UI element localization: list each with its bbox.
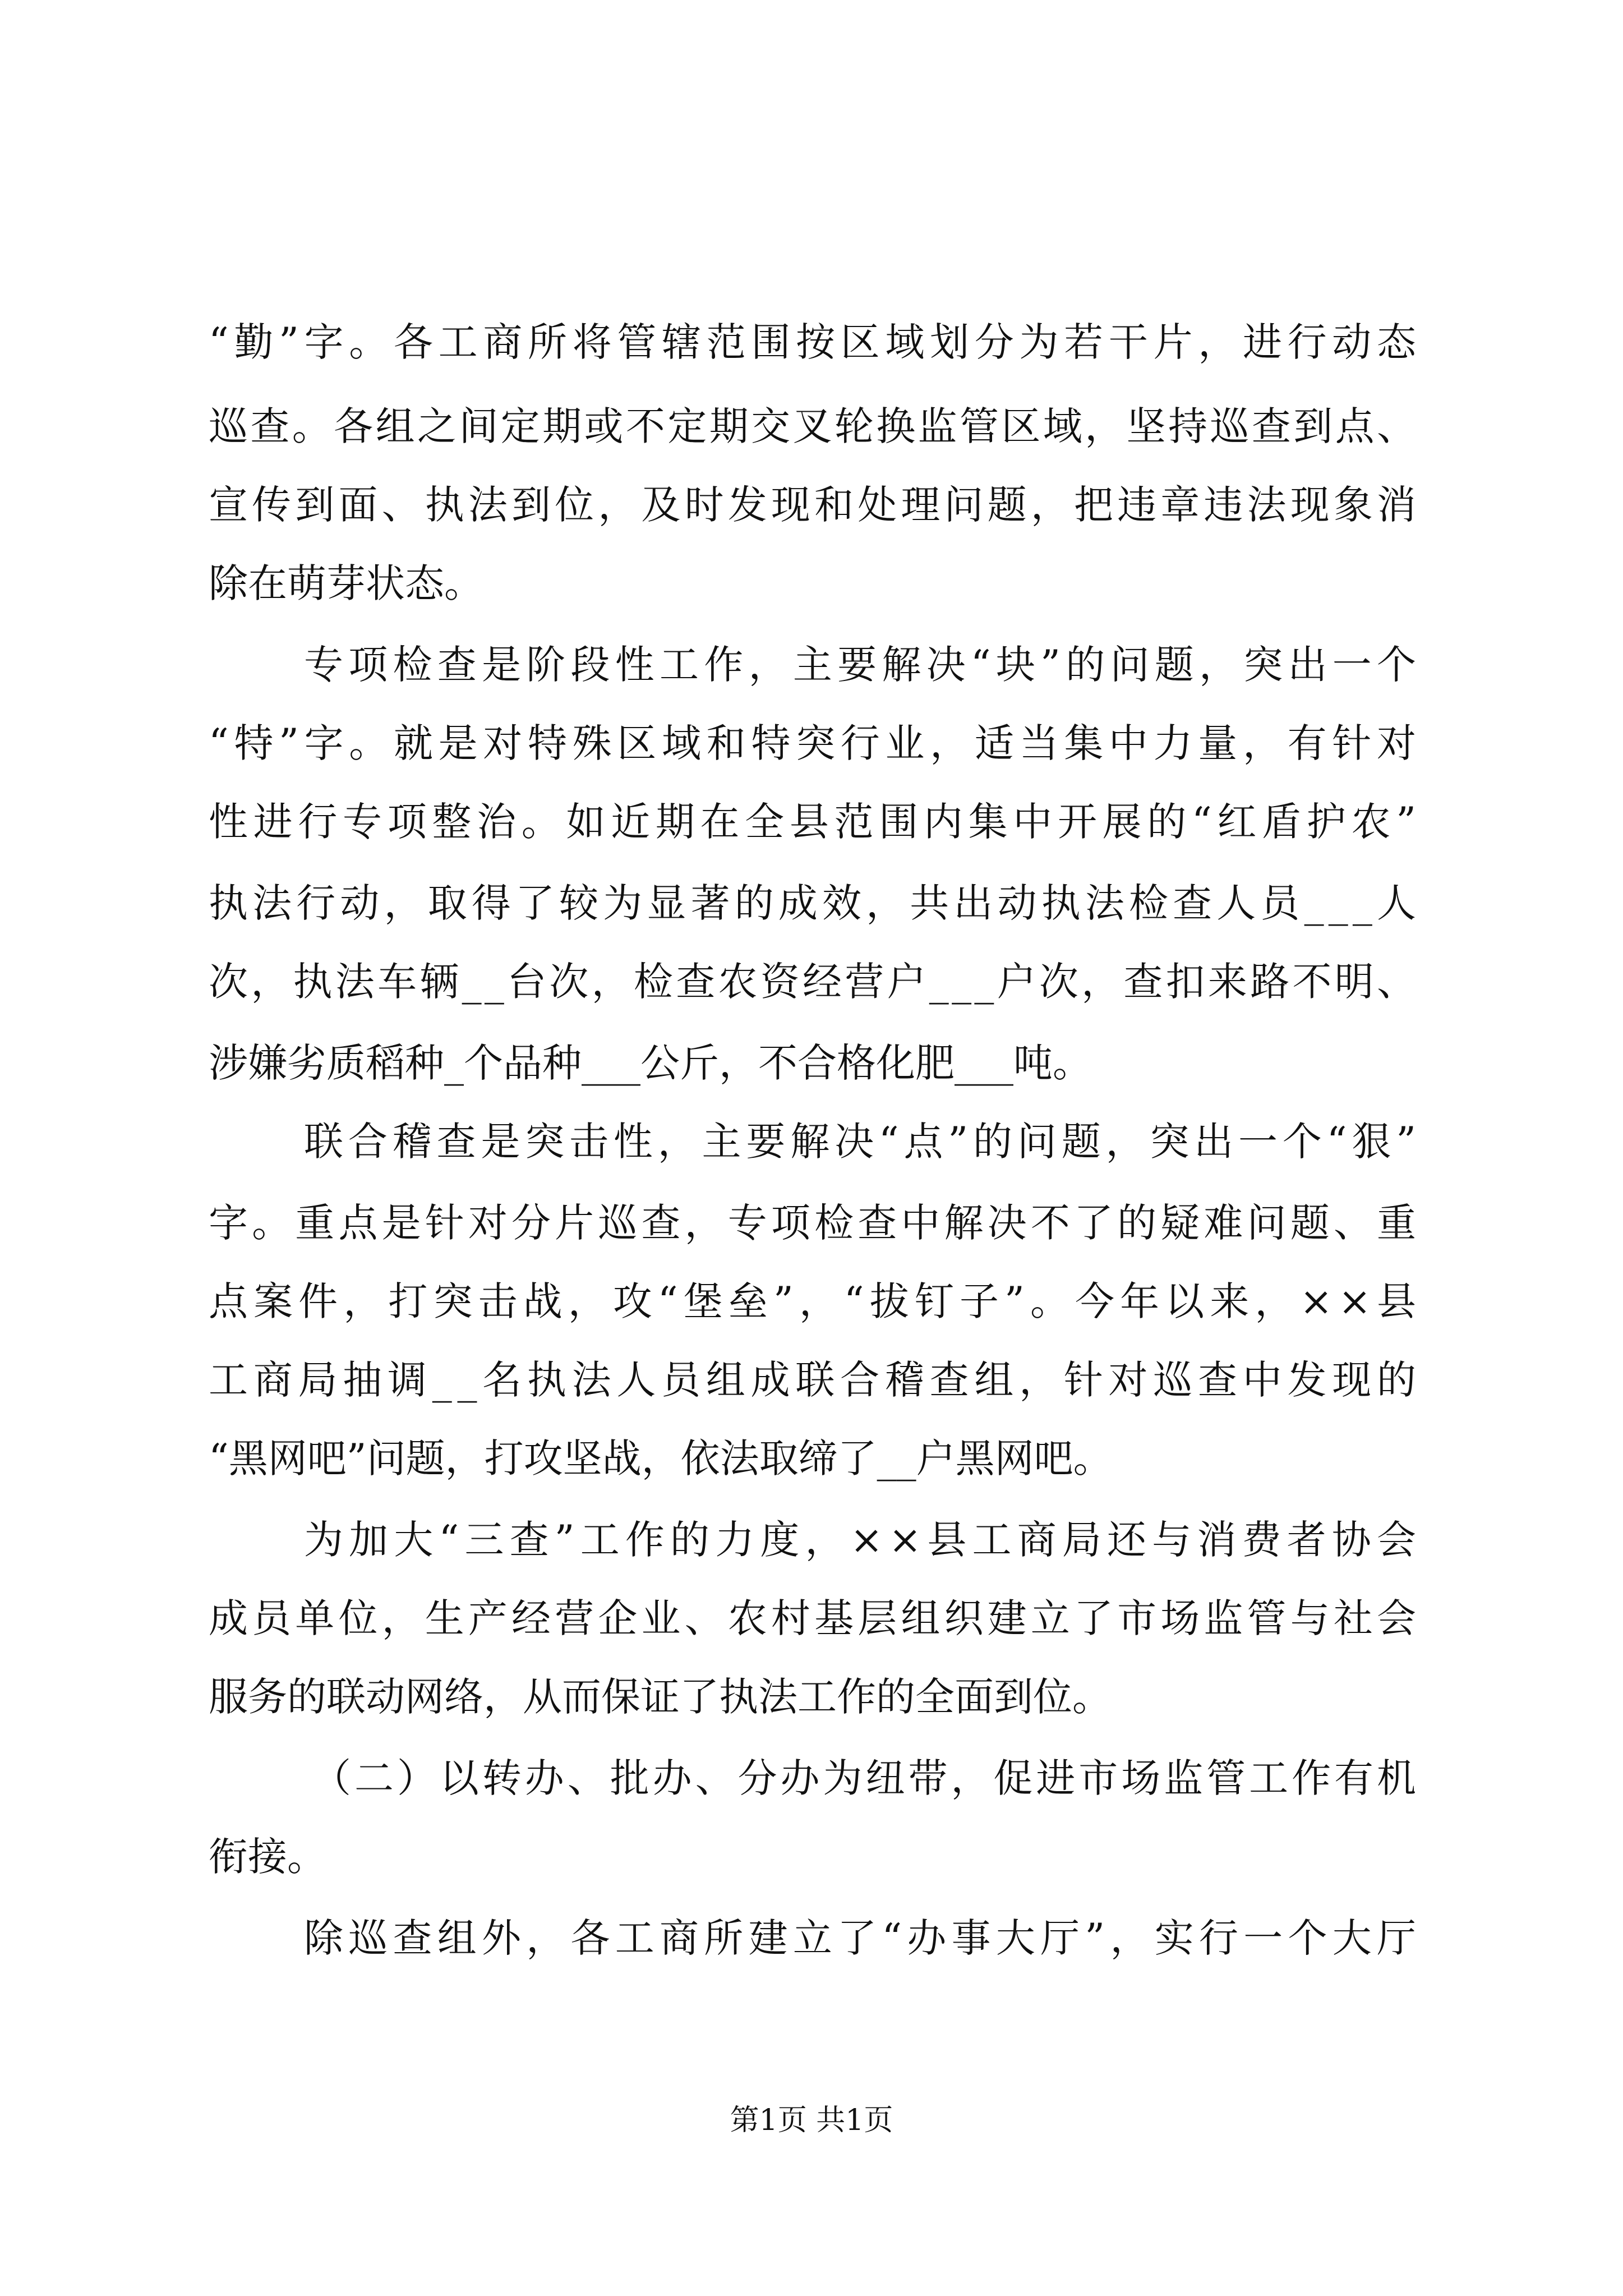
text-line: 涉嫌劣质稻种_个品种___公斤，不合格化肥___吨。 [209,1040,1092,1086]
text-line: 成员单位，生产经营企业、农村基层组织建立了市场监管与社会 [209,1595,1421,1641]
text-line: 联合稽查是突击性，主要解决“点”的问题，突出一个“狠” [304,1119,1421,1165]
text-line: 宣传到面、执法到位，及时发现和处理问题，把违章违法现象消 [209,482,1421,528]
text-line: 工商局抽调__名执法人员组成联合稽查组，针对巡查中发现的 [209,1357,1422,1403]
page-footer: 第1页 共1页 [730,2104,893,2137]
text-line: 专项检查是阶段性工作，主要解决“块”的问题，突出一个 [304,642,1422,688]
text-line: 字。重点是针对分片巡查，专项检查中解决不了的疑难问题、重 [209,1200,1421,1246]
text-line: 巡查。各组之间定期或不定期交叉轮换监管区域，坚持巡查到点、 [209,403,1419,449]
text-line: 为加大“三查”工作的力度，××县工商局还与消费者协会 [304,1517,1422,1563]
text-line: 次，执法车辆__台次，检查农资经营户___户次，查扣来路不明、 [209,959,1419,1005]
text-line: 执法行动，取得了较为显著的成效，共出动执法检查人员___人 [209,880,1421,926]
text-line: 点案件，打突击战，攻“堡垒”，“拔钉子”。今年以来，××县 [209,1278,1422,1324]
text-line: 衔接。 [209,1834,326,1880]
text-line: （二）以转办、批办、分办为纽带，促进市场监管工作有机 [312,1755,1419,1801]
text-line: “勤”字。各工商所将管辖范围按区域划分为若干片，进行动态 [209,319,1422,365]
text-line: “特”字。就是对特殊区域和特突行业，适当集中力量，有针对 [209,720,1422,766]
text-line: 服务的联动网络，从而保证了执法工作的全面到位。 [209,1674,1112,1720]
text-line: 除在萌芽状态。 [209,560,483,606]
text-line: 除巡查组外，各工商所建立了“办事大厅”，实行一个大厅 [304,1915,1422,1961]
text-line: 性进行专项整治。如近期在全县范围内集中开展的“红盾护农” [209,799,1422,845]
text-line: “黑网吧”问题，打攻坚战，依法取缔了__户黑网吧。 [209,1435,1113,1481]
